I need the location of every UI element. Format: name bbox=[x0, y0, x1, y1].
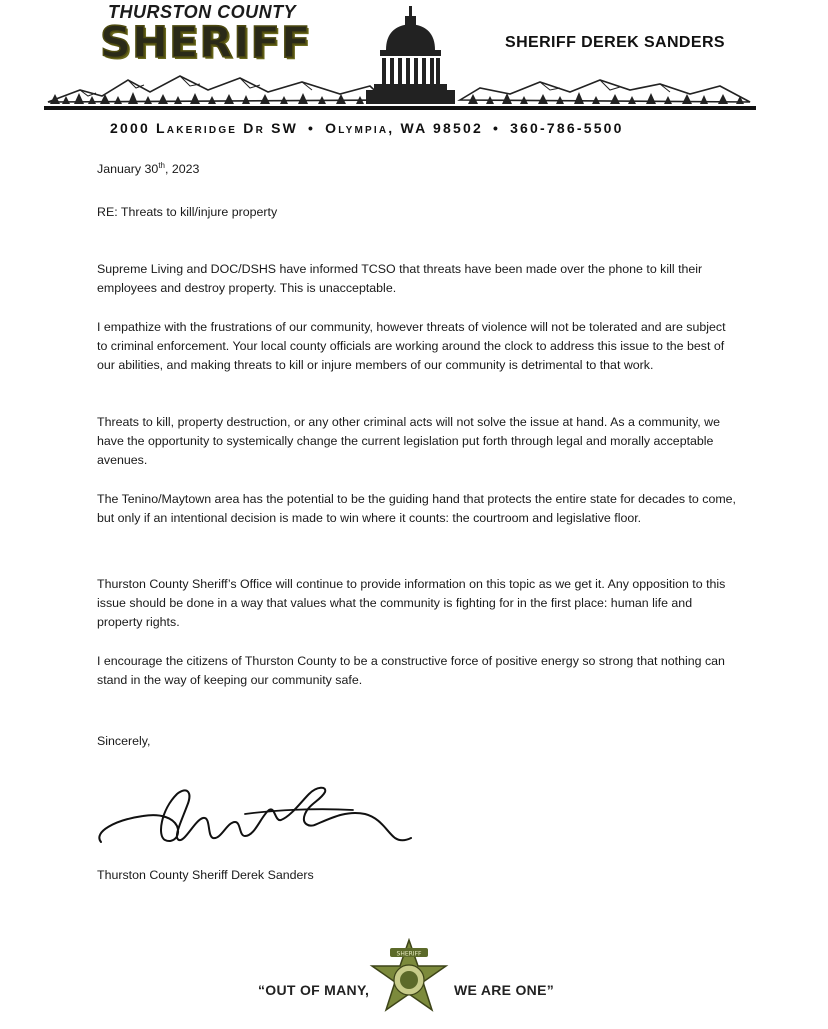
signature-graphic bbox=[95, 780, 415, 860]
capitol-dome-icon bbox=[366, 6, 455, 104]
letter-paragraph: I empathize with the frustrations of our community, however threats of violence will not be tolerated and are subject to criminal enforcement. Your local county officials are working around the clock to address this issue to the best of our abilities, and making threats to kill or injure members of our community is detrimental to that work. bbox=[97, 320, 726, 372]
address-city: Olympia, WA 98502 bbox=[325, 120, 483, 136]
date-day: January 30 bbox=[97, 162, 159, 176]
county-name: THURSTON COUNTY bbox=[108, 2, 297, 22]
date-year: , 2023 bbox=[164, 162, 200, 176]
badge-label: SHERIFF bbox=[396, 950, 422, 958]
letter-paragraph: Threats to kill, property destruction, or any other criminal acts will not solve the issue at hand. As a community, we have the opportunity to systemically change the current legislation put forth through legal and morally acceptable avenues. bbox=[97, 415, 721, 467]
sheriff-star-badge-icon bbox=[366, 938, 452, 1024]
letter-paragraph: I encourage the citizens of Thurston County to be a constructive force of positive energy so strong that nothing can stand in the way of keeping our community safe. bbox=[97, 654, 725, 687]
motto-left: “OUT OF MANY, bbox=[258, 982, 370, 998]
address-street: 2000 Lakeridge Dr SW bbox=[110, 120, 299, 136]
date-ordinal: th bbox=[158, 160, 165, 170]
sheriff-logo-text: SHERIFF bbox=[100, 18, 312, 68]
letter-closing: Sincerely, bbox=[97, 734, 151, 748]
letter-paragraph: Thurston County Sheriff’s Office will continue to provide information on this topic as we get it. Any opposition to this issue should be done in a way that values what the community is fighting for in the first place: human life and property rights. bbox=[97, 577, 726, 629]
sheriff-name-heading: SHERIFF DEREK SANDERS bbox=[505, 34, 725, 51]
letter-subject: RE: Threats to kill/injure property bbox=[97, 205, 278, 219]
letter-paragraph: The Tenino/Maytown area has the potential to be the guiding hand that protects the entire state for decades to come, but only if an intentional decision is made to win where it counts: the courtroom and legislative floor. bbox=[97, 492, 736, 525]
letter-date bbox=[97, 160, 737, 179]
letter-paragraph: Supreme Living and DOC/DSHS have informed TCSO that threats have been made over the phone to kill their employees and destroy property. This is unacceptable. bbox=[97, 262, 703, 295]
address-separator: • bbox=[308, 120, 316, 136]
address-line bbox=[110, 120, 624, 136]
address-phone: 360-786-5500 bbox=[510, 120, 624, 136]
address-separator: • bbox=[492, 120, 501, 136]
signature-name: Thurston County Sheriff Derek Sanders bbox=[97, 868, 314, 882]
motto-right: WE ARE ONE” bbox=[454, 982, 555, 998]
